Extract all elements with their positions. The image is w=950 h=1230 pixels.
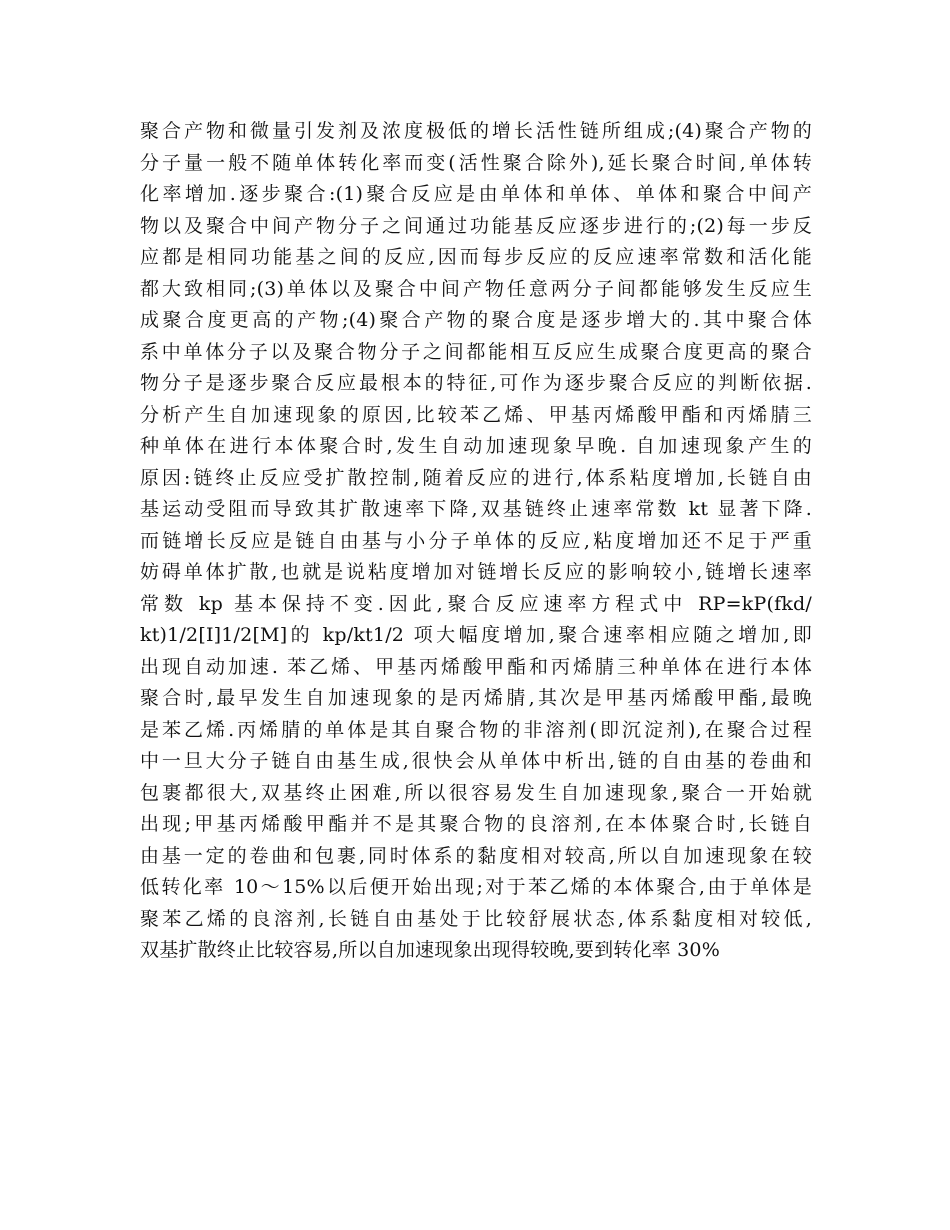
text-line-2: 分子量一般不随单体转化率而变(活性聚合除外),延长聚合时间,单体转 <box>140 151 812 174</box>
text-line-23: 出现;甲基丙烯酸甲酯并不是其聚合物的良溶剂,在本体聚合时,长链自 <box>140 813 812 835</box>
text-line-7: 成聚合度更高的产物;(4)聚合产物的聚合度是逐步增大的.其中聚合体 <box>140 309 812 331</box>
text-line-5: 应都是相同功能基之间的反应,因而每步反应的反应速率常数和活化能 <box>140 246 812 268</box>
text-line-11: 种单体在进行本体聚合时,发生自动加速现象早晚. 自加速现象产生的 <box>140 435 812 457</box>
text-line-14: 而链增长反应是链自由基与小分子单体的反应,粘度增加还不足于严重 <box>140 529 812 552</box>
text-line-22: 包裹都很大,双基终止困难,所以很容易发生自加速现象,聚合一开始就 <box>140 781 812 804</box>
text-line-27: 双基扩散终止比较容易,所以自加速现象出现得较晚,要到转化率 30% <box>140 939 720 961</box>
text-line-10: 分析产生自加速现象的原因,比较苯乙烯、甲基丙烯酸甲酯和丙烯腈三 <box>140 403 812 426</box>
text-line-8: 系中单体分子以及聚合物分子之间都能相互反应生成聚合度更高的聚合 <box>140 340 812 363</box>
text-line-13: 基运动受阻而导致其扩散速率下降,双基链终止速率常数 kt 显著下降. <box>140 498 812 520</box>
text-line-6: 都大致相同;(3)单体以及聚合中间产物任意两分子间都能够发生反应生 <box>140 277 812 300</box>
text-line-26: 聚苯乙烯的良溶剂,长链自由基处于比较舒展状态,体系黏度相对较低, <box>140 907 812 930</box>
text-line-1: 聚合产物和微量引发剂及浓度极低的增长活性链所组成;(4)聚合产物的 <box>140 120 812 142</box>
text-line-4: 物以及聚合中间产物分子之间通过功能基反应逐步进行的;(2)每一步反 <box>140 214 812 237</box>
text-line-18: 出现自动加速. 苯乙烯、甲基丙烯酸甲酯和丙烯腈三种单体在进行本体 <box>140 655 812 678</box>
text-line-16: 常数 kp 基本保持不变.因此,聚合反应速率方程式中 RP=kP(fkd/ <box>140 592 812 615</box>
text-line-21: 中一旦大分子链自由基生成,很快会从单体中析出,链的自由基的卷曲和 <box>140 750 812 772</box>
text-line-24: 由基一定的卷曲和包裹,同时体系的黏度相对较高,所以自加速现象在较 <box>140 844 812 867</box>
text-line-25: 低转化率 10～15%以后便开始出现;对于苯乙烯的本体聚合,由于单体是 <box>140 876 812 898</box>
text-line-3: 化率增加.逐步聚合:(1)聚合反应是由单体和单体、单体和聚合中间产 <box>140 183 812 205</box>
body-text <box>140 116 812 967</box>
text-line-17: kt)1/2[I]1/2[M]的 kp/kt1/2 项大幅度增加,聚合速率相应随之增加,即 <box>140 624 812 646</box>
text-line-15: 妨碍单体扩散,也就是说粘度增加对链增长反应的影响较小,链增长速率 <box>140 561 812 583</box>
text-line-19: 聚合时,最早发生自加速现象的是丙烯腈,其次是甲基丙烯酸甲酯,最晚 <box>140 687 812 709</box>
text-line-9: 物分子是逐步聚合反应最根本的特征,可作为逐步聚合反应的判断依据. <box>140 372 812 394</box>
text-line-12: 原因:链终止反应受扩散控制,随着反应的进行,体系粘度增加,长链自由 <box>140 466 812 489</box>
text-line-20: 是苯乙烯.丙烯腈的单体是其自聚合物的非溶剂(即沉淀剂),在聚合过程 <box>140 718 812 741</box>
